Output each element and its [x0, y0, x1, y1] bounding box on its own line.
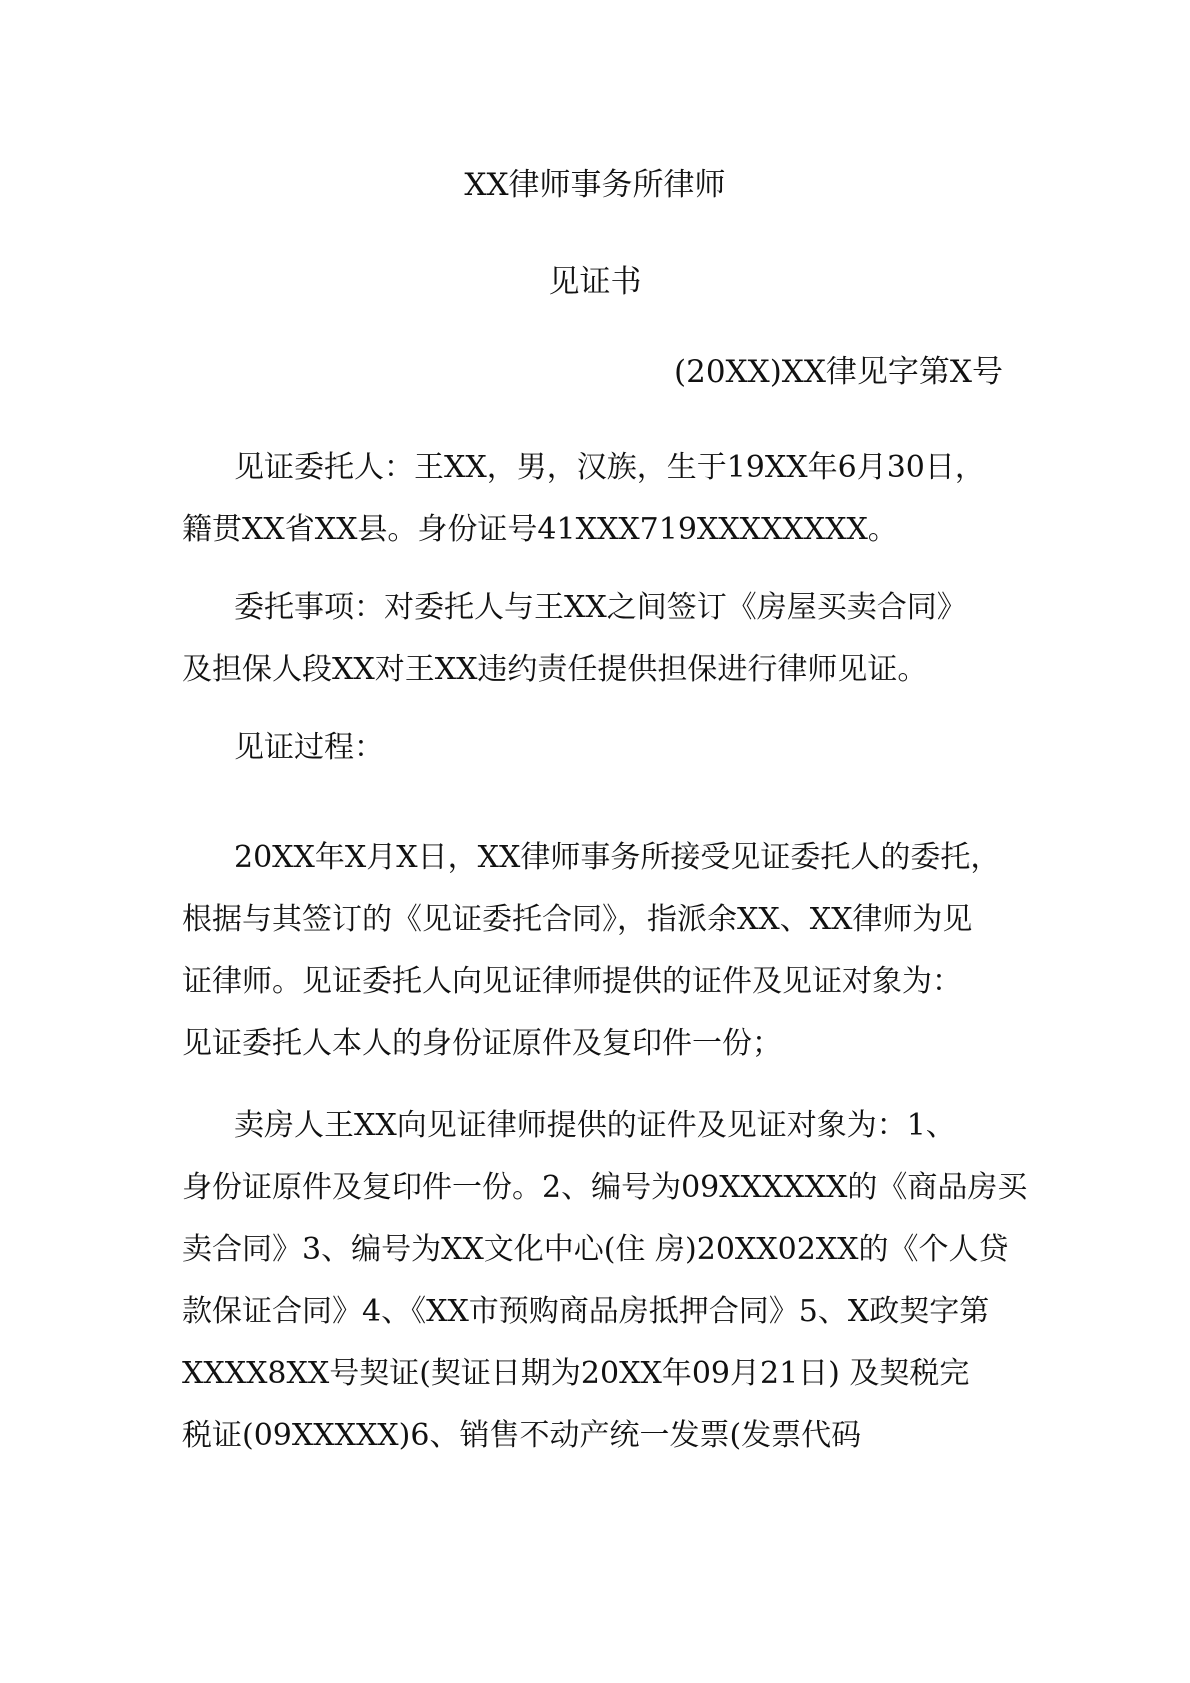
paragraph-line: 委托事项：对委托人与王XX之间签订《房屋买卖合同》 — [234, 590, 967, 625]
paragraph-entrusted-matter — [182, 577, 1008, 701]
paragraph-line: 见证委托人本人的身份证原件及复印件一份； — [182, 1026, 782, 1061]
document-title: XX律师事务所律师 — [464, 167, 726, 203]
paragraph-line: 卖房人王XX向见证律师提供的证件及见证对象为：1、 — [234, 1108, 956, 1143]
paragraph-seller-documents — [182, 1095, 1028, 1467]
paragraph-line: 卖合同》3、编号为XX文化中心(住 房)20XX02XX的《个人贷 — [182, 1232, 1009, 1267]
paragraph-line: 身份证原件及复印件一份。2、编号为09XXXXXX的《商品房买 — [182, 1170, 1028, 1205]
paragraph-line: 见证委托人：王XX，男，汉族，生于19XX年6月30日， — [234, 450, 985, 485]
paragraph-line: 及担保人段XX对王XX违约责任提供担保进行律师见证。 — [182, 652, 928, 687]
paragraph-line: 证律师。见证委托人向见证律师提供的证件及见证对象为： — [182, 964, 962, 999]
paragraph-line: 款保证合同》4、《XX市预购商品房抵押合同》5、X政契字第 — [182, 1294, 990, 1329]
document-subtitle: 见证书 — [548, 264, 642, 300]
document-number: (20XX)XX律见字第X号 — [674, 354, 1003, 390]
paragraph-line: 见证过程： — [234, 730, 384, 765]
paragraph-line: XXXX8XX号契证(契证日期为20XX年09月21日) 及契税完 — [182, 1356, 970, 1391]
paragraph-entrusting-party — [182, 437, 1008, 561]
paragraph-process-heading — [182, 717, 1008, 779]
paragraph-line: 20XX年X月X日，XX律师事务所接受见证委托人的委托， — [234, 840, 1001, 875]
paragraph-line: 根据与其签订的《见证委托合同》，指派余XX、XX律师为见 — [182, 902, 973, 937]
paragraph-process-detail — [182, 827, 1008, 1075]
paragraph-line: 籍贯XX省XX县。身份证号41XXX719XXXXXXXX。 — [182, 512, 898, 547]
paragraph-line: 税证(09XXXXX)6、销售不动产统一发票(发票代码 — [182, 1418, 862, 1453]
